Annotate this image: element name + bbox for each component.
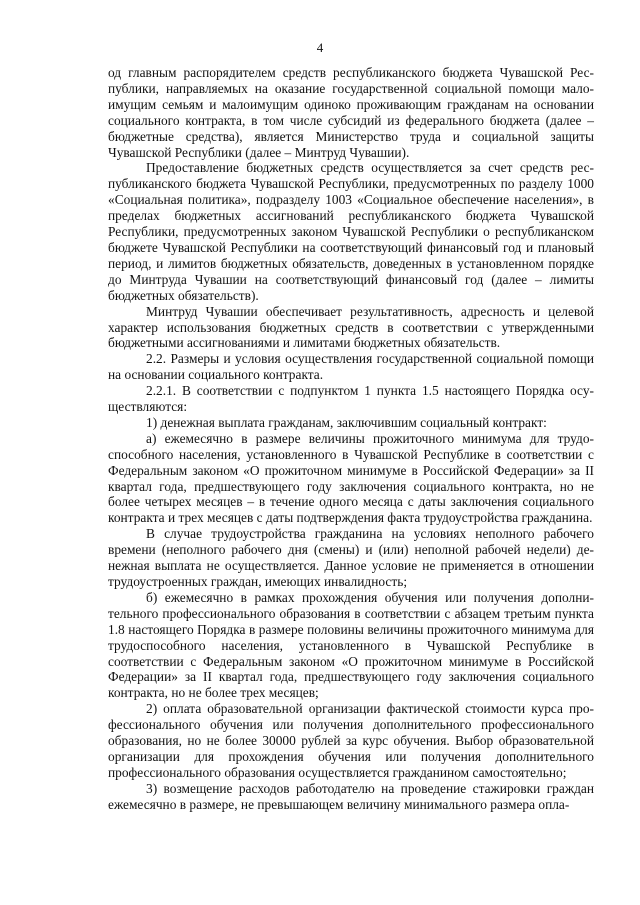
paragraph-budget-funding: Предоставление бюджетных средств осуществляется за счет средств республиканского бюджета Чувашской Республики, предусмотренных по разделу 1000 «Социальная политика», подразделу 1003 «Социальное обеспечение населения», в пределах бюджетных ассигнований республиканского бюджета Чувашской Республики, предусмотренных законом Чувашской Республики о республиканском бюджете Чувашской Республики на соответствующий финансовый год и плановый период, и лимитов бюджетных обязательств, доведенных в установленном порядке до Минтруда Чувашии на соответствующий финансовый год (далее – лимиты бюджетных обязательств). <box>108 160 594 303</box>
paragraph-part-time: В случае трудоустройства гражданина на условиях неполного рабочего времени (неполного рабочего дня (смены) и (или) неполной рабочей недели) денежная выплата не осуществляется. Данное условие не применяется в отношении трудоустроенных граждан, имеющих инвалидность; <box>108 526 594 589</box>
list-item-1a: а) ежемесячно в размере величины прожиточного минимума для трудоспособного населения, установленного в Чувашской Республике в соответствии с Федеральным законом «О прожиточном минимуме в Российской Федерации» за II квартал года, предшествующего году заключения социального контракта, но не более четырех месяцев – в течение одного месяца с даты заключения социального контракта и трех месяцев с даты подтверждения факта трудоустройства гражданина. <box>108 430 594 526</box>
paragraph-effectiveness: Минтруд Чувашии обеспечивает результативность, адресность и целевой характер использования бюджетных средств в соответствии с утвержденными бюджетными ассигнованиями и лимитами бюджетных обязательств. <box>108 303 594 351</box>
document-body <box>108 65 594 813</box>
list-item-2: 2) оплата образовательной организации фактической стоимости курса профессионального обучения или получения дополнительного профессионального образования, но не более 30000 рублей за курс обучения. Выбор образовательной организации для прохождения обучения или получения дополнительного профессионального образования осуществляется гражданином самостоятельно; <box>108 701 594 780</box>
list-item-3: 3) возмещение расходов работодателю на проведение стажировки граждан ежемесячно в размере, не превышающем величину минимального размера опла- <box>108 780 594 812</box>
page-number: 4 <box>316 40 324 55</box>
paragraph-continuation: од главным распорядителем средств республиканского бюджета Чувашской Республики, направляемых на оказание государственной социальной помощи малоимущим семьям и малоимущим одиноко проживающим гражданам на основании социального контракта, в том числе субсидий из федерального бюджета (далее – бюджетные средства), является Министерство труда и социальной защиты Чувашской Республики (далее – Минтруд Чувашии). <box>108 65 594 160</box>
paragraph-section-2-2: 2.2. Размеры и условия осуществления государственной социальной помощи на основании социального контракта. <box>108 351 594 383</box>
list-item-1b: б) ежемесячно в рамках прохождения обучения или получения дополнительного профессионального образования в соответствии с абзацем третьим пункта 1.8 настоящего Порядка в размере половины величины прожиточного минимума для трудоспособного населения, установленного в Чувашской Республике в соответствии с Федеральным законом «О прожиточном минимуме в Российской Федерации» за II квартал года, предшествующего году заключения социального контракта, но не более трех месяцев; <box>108 589 594 701</box>
paragraph-section-2-2-1: 2.2.1. В соответствии с подпунктом 1 пункта 1.5 настоящего Порядка осуществляются: <box>108 383 594 415</box>
list-item-1: 1) денежная выплата гражданам, заключившим социальный контракт: <box>146 414 547 430</box>
